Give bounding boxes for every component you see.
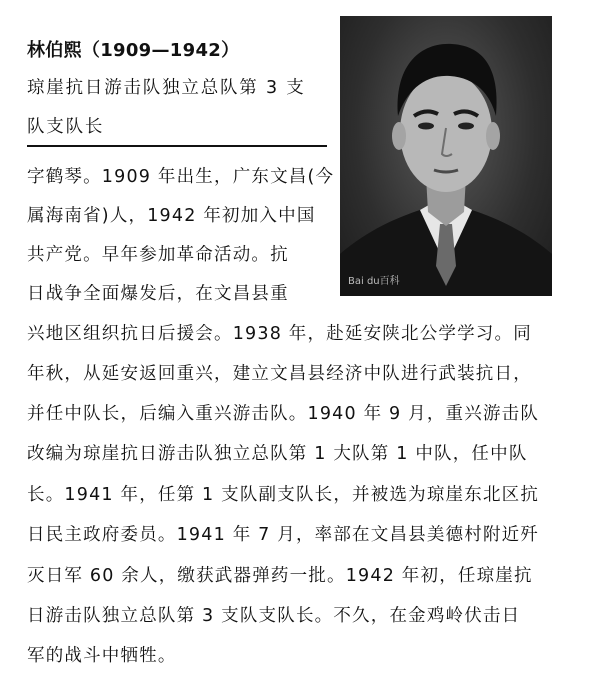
bio-line: 军的战斗中牺牲。: [27, 646, 177, 666]
bio-line: 改编为琼崖抗日游击队独立总队第 1 大队第 1 中队，任中队: [27, 444, 528, 464]
bio-line: 年秋，从延安返回重兴，建立文昌县经济中队进行武装抗日，: [27, 364, 532, 384]
bio-line: 日民主政府委员。1941 年 7 月，率部在文昌县美德村附近歼: [27, 525, 540, 545]
person-name-heading: 林伯熙（1909—1942）: [27, 40, 240, 61]
portrait-illustration: [340, 16, 552, 296]
photo-watermark: Bai du百科: [348, 276, 400, 287]
bio-line: 属海南省)人，1942 年初加入中国: [27, 206, 316, 226]
bio-line: 并任中队长，后编入重兴游击队。1940 年 9 月，重兴游击队: [27, 404, 540, 424]
position-title-line-1: 琼崖抗日游击队独立总队第 3 支: [27, 78, 306, 98]
title-divider: [27, 145, 327, 147]
bio-line: 日战争全面爆发后，在文昌县重: [27, 284, 289, 304]
bio-line: 长。1941 年，任第 1 支队副支队长，并被选为琼崖东北区抗: [27, 485, 540, 505]
bio-line: 共产党。早年参加革命活动。抗: [27, 245, 289, 265]
bio-line: 灭日军 60 余人，缴获武器弹药一批。1942 年初，任琼崖抗: [27, 566, 533, 586]
position-title-line-2: 队支队长: [27, 117, 105, 137]
bio-line: 兴地区组织抗日后援会。1938 年，赴延安陕北公学学习。同: [27, 324, 532, 344]
portrait-photo: [340, 16, 552, 296]
bio-line: 字鹤琴。1909 年出生，广东文昌(今: [27, 167, 335, 187]
bio-line: 日游击队独立总队第 3 支队支队长。不久，在金鸡岭伏击日: [27, 606, 521, 626]
